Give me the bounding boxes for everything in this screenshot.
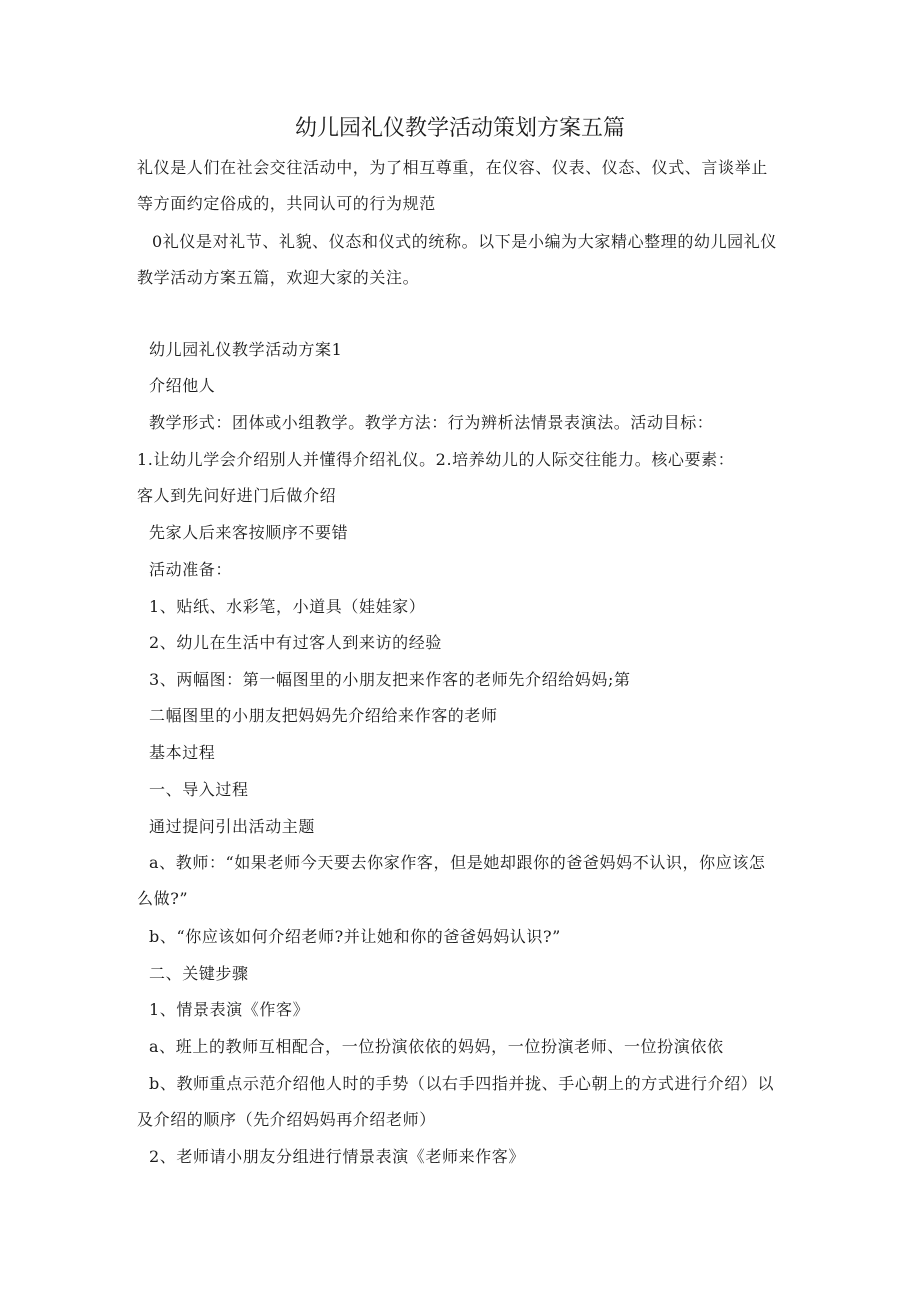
- process-heading: 基本过程: [149, 743, 216, 762]
- core-element-2: 先家人后来客按顺序不要错: [149, 523, 349, 542]
- step1-a-line-2: 么做?”: [137, 889, 189, 908]
- intro-line-1: 礼仪是人们在社会交往活动中，为了相互尊重，在仪容、仪表、仪态、仪式、言谈举止: [137, 158, 768, 177]
- intro-line-2: 等方面约定俗成的，共同认可的行为规范: [137, 194, 436, 213]
- prep-item-1: 1、贴纸、水彩笔，小道具（娃娃家）: [149, 597, 426, 616]
- prep-item-3: 3、两幅图：第一幅图里的小朋友把来作客的老师先介绍给妈妈;第: [149, 670, 631, 689]
- prep-item-3-cont: 二幅图里的小朋友把妈妈先介绍给来作客的老师: [149, 706, 498, 725]
- step2-item-1b-line-2: 及介绍的顺序（先介绍妈妈再介绍老师）: [137, 1110, 436, 1129]
- goals-text: 1.让幼儿学会介绍别人并懂得介绍礼仪。2.培养幼儿的人际交往能力。核心要素：: [137, 450, 735, 469]
- step2-heading: 二、关键步骤: [149, 964, 249, 983]
- step2-item-1a: a、班上的教师互相配合，一位扮演依依的妈妈，一位扮演老师、一位扮演依依: [149, 1037, 724, 1056]
- section-topic: 介绍他人: [149, 376, 216, 395]
- teaching-form-text: 教学形式：团体或小组教学。教学方法：行为辨析法情景表演法。活动目标：: [149, 413, 714, 432]
- step2-item-1: 1、情景表演《作客》: [149, 1000, 310, 1019]
- document-title: 幼儿园礼仪教学活动策划方案五篇: [294, 116, 625, 141]
- core-element-1: 客人到先问好进门后做介绍: [137, 486, 337, 505]
- step2-item-2: 2、老师请小朋友分组进行情景表演《老师来作客》: [149, 1147, 525, 1166]
- prep-item-2: 2、幼儿在生活中有过客人到来访的经验: [149, 633, 442, 652]
- prep-heading: 活动准备：: [149, 560, 233, 579]
- intro-line-4: 教学活动方案五篇，欢迎大家的关注。: [137, 268, 420, 287]
- step1-description: 通过提问引出活动主题: [149, 817, 316, 836]
- step1-a-line-1: a、教师：“如果老师今天要去你家作客，但是她却跟你的爸爸妈妈不认识，你应该怎: [149, 853, 766, 872]
- intro-line-3: 0礼仪是对礼节、礼貌、仪态和仪式的统称。以下是小编为大家精心整理的幼儿园礼仪: [152, 232, 777, 251]
- section-heading: 幼儿园礼仪教学活动方案1: [149, 340, 343, 359]
- step1-heading: 一、导入过程: [149, 780, 249, 799]
- step2-item-1b-line-1: b、教师重点示范介绍他人时的手势（以右手四指并拢、手心朝上的方式进行介绍）以: [149, 1074, 775, 1093]
- step1-b: b、“你应该如何介绍老师?并让她和你的爸爸妈妈认识?”: [149, 927, 561, 946]
